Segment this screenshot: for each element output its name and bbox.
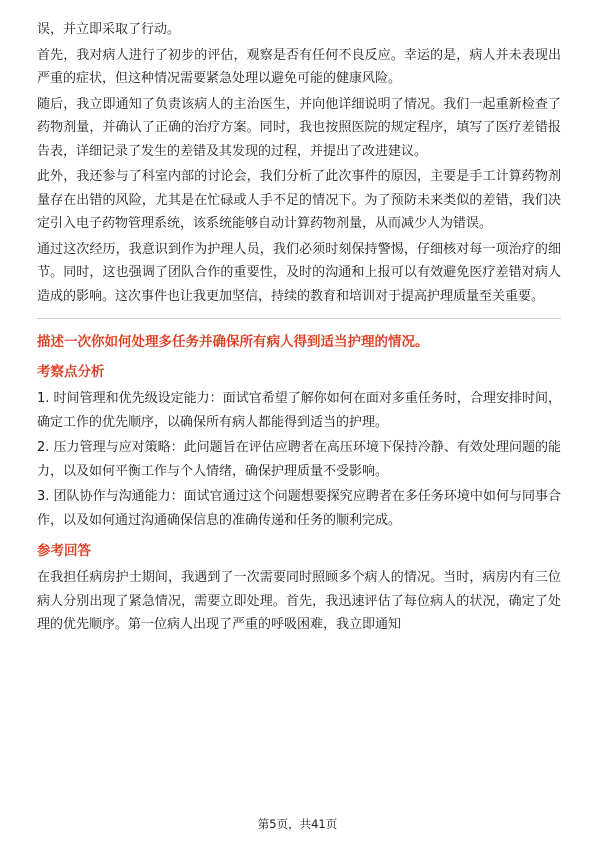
document-page [37,18,561,639]
body-paragraph: 误，并立即采取了行动。 [37,22,181,37]
body-paragraph: 随后，我立即通知了负责该病人的主治医生，并向他详细说明了情况。我们一起重新检查了药物剂量，并确认了正确的治疗方案。同时，我也按照医院的规定程序，填写了医疗差错报告表，详细记录了发生的差错及其发现的过程，并提出了改进建议。 [37,96,561,159]
answer-text: 在我担任病房护士期间，我遇到了一次需要同时照顾多个病人的情况。当时，病房内有三位病人分别出现了紧急情况，需要立即处理。首先，我迅速评估了每位病人的状况，确定了处理的优先顺序。第一位病人出现了严重的呼吸困难，我立即通知 [37,570,561,632]
body-paragraph: 首先，我对病人进行了初步的评估，观察是否有任何不良反应。幸运的是，病人并未表现出严重的症状，但这种情况需要紧急处理以避免可能的健康风险。 [37,47,561,86]
body-paragraph: 此外，我还参与了科室内部的讨论会，我们分析了此次事件的原因，主要是手工计算药物剂量存在出错的风险，尤其是在忙碌或人手不足的情况下。为了预防未来类似的差错，我们决定引入电子药物管理系统，该系统能够自动计算药物剂量，从而减少人为错误。 [37,169,561,231]
answer-heading: 参考回答 [37,543,91,559]
section-divider [37,318,561,319]
analysis-item: 1. 时间管理和优先级设定能力：面试官希望了解你如何在面对多重任务时，合理安排时间，确定工作的优先顺序，以确保所有病人都能得到适当的护理。 [37,391,561,430]
page-number: 第5页，共41页 [257,817,338,831]
question-title: 描述一次你如何处理多任务并确保所有病人得到适当护理的情况。 [37,334,429,350]
analysis-heading: 考察点分析 [37,364,105,380]
body-paragraph: 通过这次经历，我意识到作为护理人员，我们必须时刻保持警惕，仔细核对每一项治疗的细节。同时，这也强调了团队合作的重要性，及时的沟通和上报可以有效避免医疗差错对病人造成的影响。这次事件也让我更加坚信，持续的教育和培训对于提高护理质量至关重要。 [37,241,561,304]
analysis-item: 3. 团队协作与沟通能力：面试官通过这个问题想要探究应聘者在多任务环境中如何与同事合作，以及如何通过沟通确保信息的准确传递和任务的顺利完成。 [37,489,561,528]
analysis-item: 2. 压力管理与应对策略：此问题旨在评估应聘者在高压环境下保持冷静、有效处理问题的能力，以及如何平衡工作与个人情绪，确保护理质量不受影响。 [37,440,561,479]
